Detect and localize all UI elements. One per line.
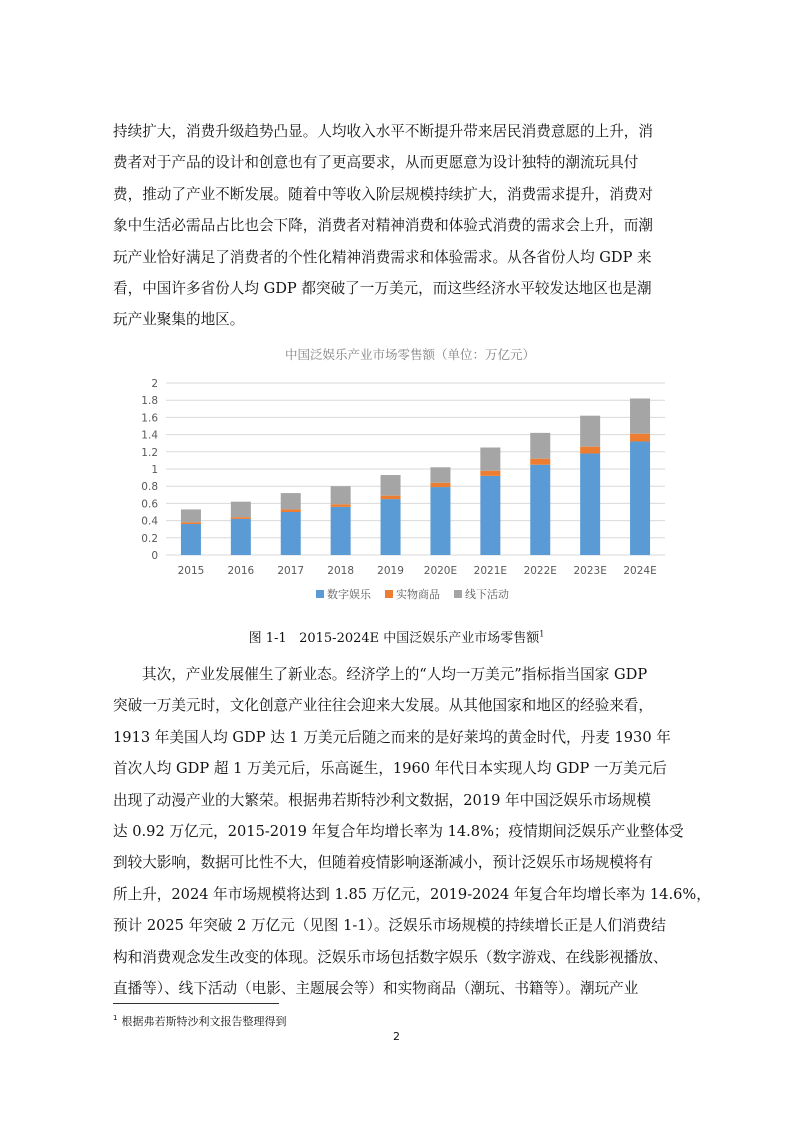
- bar-segment: [630, 398, 650, 433]
- text-line: 玩产业恰好满足了消费者的个性化精神消费需求和体验需求。从各省份人均 GDP 来: [113, 248, 652, 266]
- footnote-reference[interactable]: 1: [539, 629, 545, 639]
- figure-caption: [0, 627, 793, 646]
- text-line: 到较大影响，数据可比性不大，但随着疫情影响逐渐减小，预计泛娱乐市场规模将有: [113, 854, 653, 872]
- text-line: 费者对于产品的设计和创意也有了更高要求，从而更愿意为设计独特的潮流玩具付: [113, 154, 639, 172]
- y-tick-label: 0.2: [141, 532, 158, 545]
- bar-segment: [231, 517, 251, 519]
- bar-segment: [430, 483, 450, 487]
- bar-segment: [530, 459, 550, 465]
- text-line: 达 0.92 万亿元，2015-2019 年复合年均增长率为 14.8%；疫情期间泛娱乐产业整体受: [113, 823, 684, 841]
- text-line: 象中生活必需品占比也会下降，消费者对精神消费和体验式消费的需求会上升，而潮: [113, 217, 653, 235]
- bar-segment: [480, 476, 500, 555]
- text-line: 看，中国许多省份人均 GDP 都突破了一万美元，而这些经济水平较发达地区也是潮: [113, 280, 652, 298]
- bar-segment: [331, 504, 351, 507]
- y-tick-label: 1.6: [141, 412, 158, 425]
- x-tick-label: 2024E: [623, 565, 657, 577]
- footnote-marker: 1: [113, 1014, 118, 1023]
- footnote-divider: [113, 1003, 279, 1004]
- text-line: 1913 年美国人均 GDP 达 1 万美元后随之而来的是好莱坞的黄金时代，丹麦 1930 年: [113, 728, 671, 746]
- footnote: [113, 1013, 286, 1029]
- bar-segment: [281, 509, 301, 512]
- chart-title: 中国泛娱乐产业市场零售额（单位：万亿元）: [284, 347, 536, 362]
- text-line: 出现了动漫产业的大繁荣。根据弗若斯特沙利文数据，2019 年中国泛娱乐市场规模: [113, 791, 651, 809]
- y-tick-label: 0.8: [141, 481, 158, 494]
- bar-segment: [630, 441, 650, 555]
- bar-segment: [331, 507, 351, 555]
- y-tick-label: 0.6: [141, 498, 158, 511]
- text-line: 玩产业聚集的地区。: [113, 311, 245, 329]
- bar-segment: [281, 512, 301, 555]
- text-line: 构和消费观念发生改变的体现。泛娱乐市场包括数字娱乐（数字游戏、在线影视播放、: [113, 948, 668, 966]
- x-tick-label: 2022E: [523, 565, 557, 577]
- y-tick-label: 1.2: [141, 446, 158, 459]
- bar-segment: [580, 416, 600, 447]
- text-line: 其次，产业发展催生了新业态。经济学上的“人均一万美元”指标指当国家 GDP: [142, 666, 648, 683]
- legend-swatch: [316, 590, 324, 598]
- y-tick-label: 1.4: [141, 429, 158, 442]
- text-line: 预计 2025 年突破 2 万亿元（见图 1-1）。泛娱乐市场规模的持续增长正是人们消费结: [113, 917, 666, 935]
- legend-label: 实物商品: [396, 588, 440, 601]
- bar-segment: [430, 487, 450, 555]
- bar-segment: [630, 434, 650, 442]
- y-tick-label: 1.8: [141, 395, 158, 408]
- bar-segment: [430, 467, 450, 482]
- text-line: 突破一万美元时，文化创意产业往往会迎来大发展。从其他国家和地区的经验来看，: [113, 697, 653, 715]
- x-tick-label: 2017: [277, 565, 305, 577]
- figure-label: 图 1-1: [248, 631, 287, 646]
- chart-svg: [141, 340, 670, 615]
- text-line: 所上升，2024 年市场规模将达到 1.85 万亿元，2019-2024 年复合年均增长率为 14.6%，: [113, 885, 711, 903]
- legend-label: 线下活动: [465, 588, 509, 601]
- x-tick-label: 2021E: [473, 565, 508, 577]
- bar-segment: [530, 465, 550, 555]
- legend-swatch: [454, 590, 462, 598]
- bar-segment: [480, 471, 500, 476]
- legend-swatch: [385, 590, 393, 598]
- page-number: 2: [393, 1030, 400, 1043]
- text-line: 首次人均 GDP 超 1 万美元后，乐高诞生，1960 年代日本实现人均 GDP 一万美元后: [113, 760, 667, 778]
- legend-label: 数字娱乐: [327, 588, 371, 601]
- bar-segment: [480, 448, 500, 471]
- stacked-bar-chart: [141, 340, 670, 615]
- x-tick-label: 2015: [177, 565, 205, 577]
- bar-segment: [381, 496, 401, 499]
- x-tick-label: 2016: [227, 565, 255, 577]
- x-tick-label: 2018: [327, 565, 355, 577]
- y-tick-label: 0.4: [141, 515, 158, 528]
- bar-segment: [530, 433, 550, 459]
- y-tick-label: 2: [151, 378, 158, 390]
- bar-segment: [580, 447, 600, 454]
- text-line: 直播等）、线下活动（电影、主题展会等）和实物商品（潮玩、书籍等）。潮玩产业: [113, 980, 639, 998]
- figure-title: 2015-2024E 中国泛娱乐产业市场零售额: [299, 631, 540, 646]
- footnote-text: 根据弗若斯特沙利文报告整理得到: [121, 1015, 287, 1028]
- bar-segment: [231, 519, 251, 555]
- bar-segment: [381, 499, 401, 555]
- y-tick-label: 0: [151, 550, 158, 562]
- bar-segment: [181, 522, 201, 524]
- bar-segment: [580, 454, 600, 555]
- x-tick-label: 2023E: [573, 565, 607, 577]
- bar-segment: [231, 502, 251, 517]
- bar-segment: [281, 493, 301, 509]
- body-paragraph-2: [113, 659, 713, 1004]
- text-line: 费，推动了产业不断发展。随着中等收入阶层规模持续扩大，消费需求提升，消费对: [113, 185, 653, 203]
- x-tick-label: 2020E: [423, 565, 458, 577]
- bar-segment: [181, 509, 201, 522]
- bar-segment: [331, 486, 351, 504]
- body-paragraph-1: [113, 116, 713, 336]
- bar-segment: [181, 524, 201, 555]
- bar-segment: [381, 475, 401, 496]
- x-tick-label: 2019: [377, 565, 404, 577]
- text-line: 持续扩大，消费升级趋势凸显。人均收入水平不断提升带来居民消费意愿的上升，消: [113, 123, 653, 140]
- y-tick-label: 1: [151, 464, 158, 476]
